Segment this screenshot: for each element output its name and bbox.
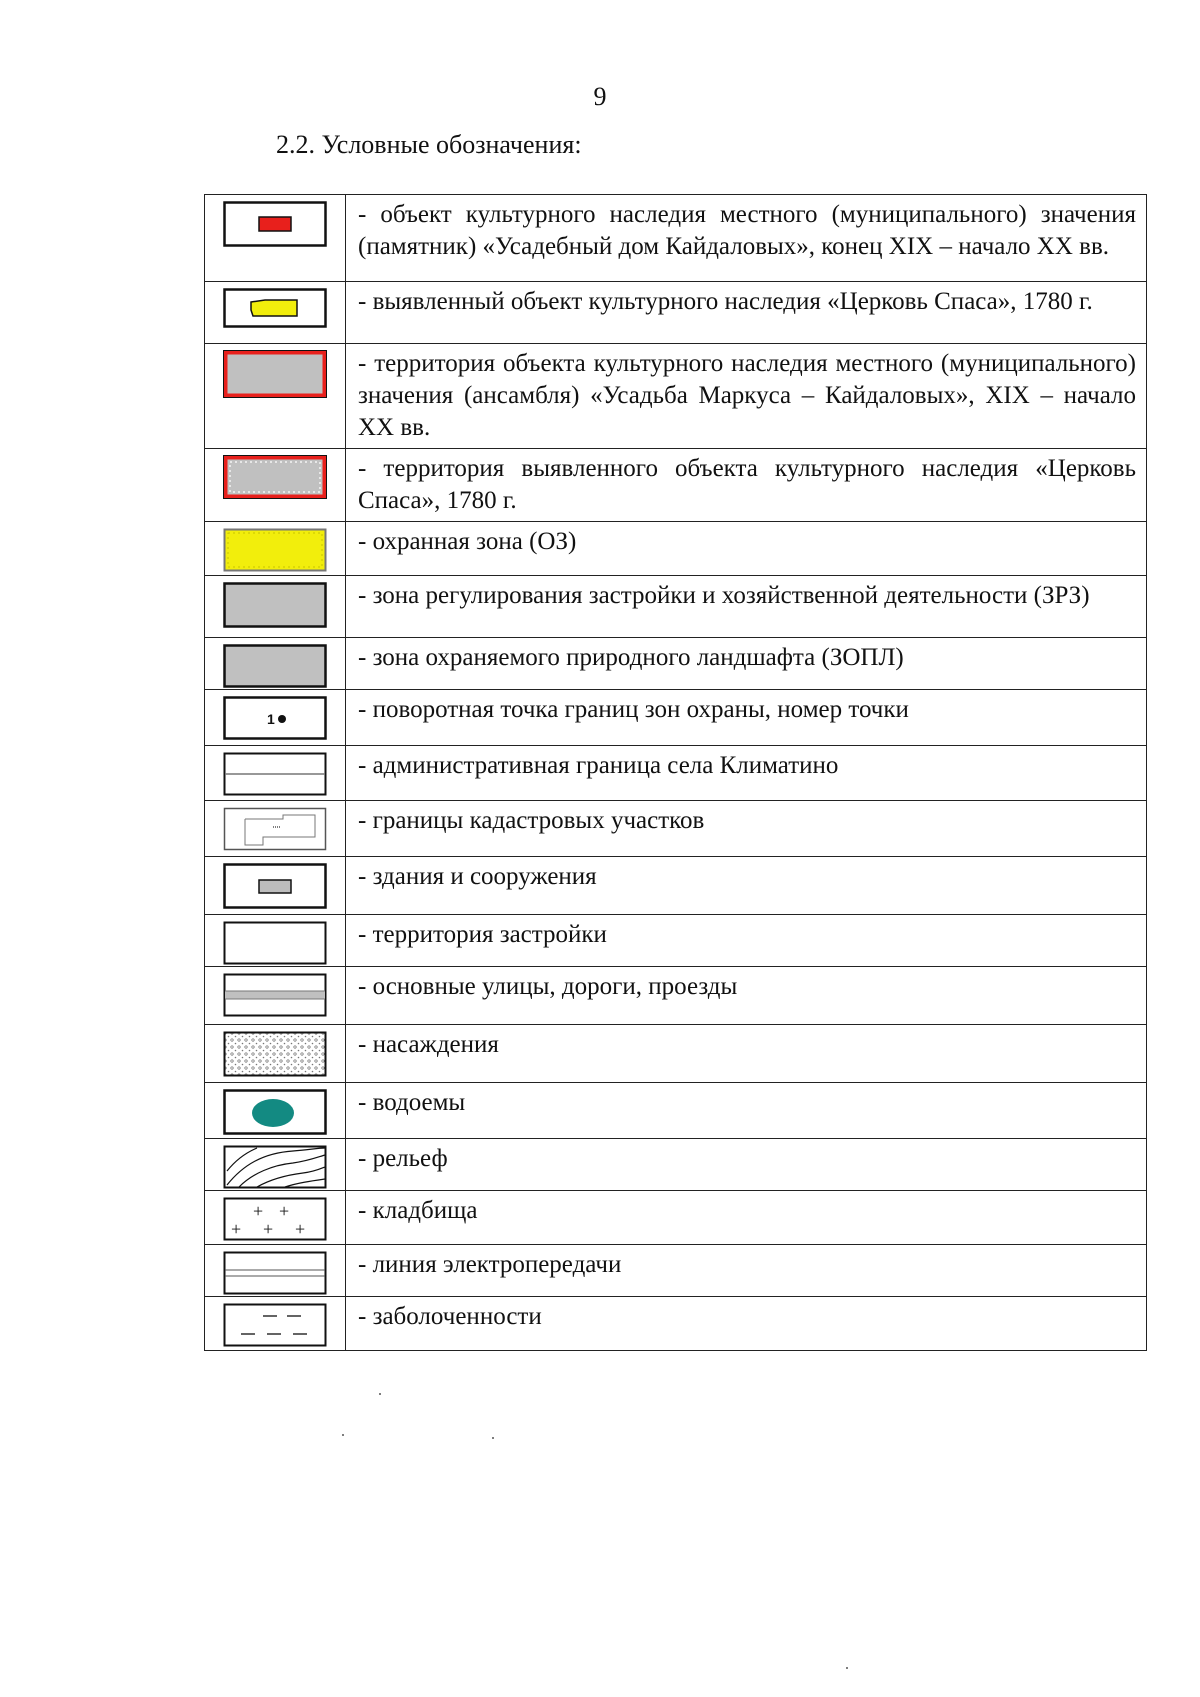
legend-description: - административная граница села Климатино <box>346 746 1147 801</box>
legend-symbol-cell <box>205 690 346 746</box>
protection-zone-icon <box>223 528 327 572</box>
legend-symbol-cell <box>205 1025 346 1083</box>
page-number: 9 <box>593 82 607 111</box>
legend-symbol-cell <box>205 1139 346 1191</box>
main-road-icon <box>223 973 327 1017</box>
legend-symbol-cell <box>205 638 346 690</box>
legend-row <box>205 195 1147 282</box>
legend-symbol-cell <box>205 857 346 915</box>
legend-description: - поворотная точка границ зон охраны, номер точки <box>346 690 1147 746</box>
legend-row <box>205 282 1147 344</box>
swamp-icon <box>223 1303 327 1347</box>
legend-row <box>205 449 1147 522</box>
legend-row <box>205 801 1147 857</box>
legend-description: - заболоченности <box>346 1297 1147 1351</box>
legend-row <box>205 1083 1147 1139</box>
legend-description: - территория выявленного объекта культурного наследия «Церковь Спаса», 1780 г. <box>346 449 1147 522</box>
cadastral-boundary-icon <box>223 807 327 851</box>
svg-text:+: + <box>295 1219 306 1239</box>
legend-row <box>205 1139 1147 1191</box>
legend-description: - границы кадастровых участков <box>346 801 1147 857</box>
scan-speck <box>846 1667 848 1669</box>
building-icon <box>223 863 327 909</box>
legend-row <box>205 576 1147 638</box>
legend-symbol-cell <box>205 344 346 449</box>
legend-symbol-cell <box>205 522 346 576</box>
legend-row <box>205 1191 1147 1245</box>
relief-icon <box>223 1145 327 1189</box>
svg-text:+: + <box>279 1201 290 1221</box>
legend-symbol-cell <box>205 449 346 522</box>
legend-description: - здания и сооружения <box>346 857 1147 915</box>
legend-row <box>205 1297 1147 1351</box>
legend-description: - кладбища <box>346 1191 1147 1245</box>
scan-speck <box>342 1434 344 1436</box>
legend-description: - территория объекта культурного наследия местного (муниципального) значения (ансамбля) «Усадьба Маркуса – Кайдаловых», XIX – начало XX вв. <box>346 344 1147 449</box>
power-line-icon <box>223 1251 327 1295</box>
water-body-icon <box>223 1089 327 1135</box>
legend-symbol-cell <box>205 801 346 857</box>
heritage-territory-local-icon <box>223 350 327 398</box>
legend-description: - зона регулирования застройки и хозяйственной деятельности (ЗРЗ) <box>346 576 1147 638</box>
legend-description: - территория застройки <box>346 915 1147 967</box>
legend-row <box>205 915 1147 967</box>
svg-text:+: + <box>231 1219 242 1239</box>
identified-heritage-territory-icon <box>223 455 327 499</box>
cemetery-icon <box>223 1197 327 1241</box>
legend-table <box>204 194 1147 1351</box>
legend-symbol-cell <box>205 915 346 967</box>
legend-description: - водоемы <box>346 1083 1147 1139</box>
scan-speck <box>492 1437 494 1439</box>
section-title: 2.2. Условные обозначения: <box>276 130 582 159</box>
svg-text:+: + <box>253 1201 264 1221</box>
identified-heritage-object-icon <box>223 288 327 328</box>
legend-row <box>205 522 1147 576</box>
legend-symbol-cell <box>205 576 346 638</box>
legend-symbol-cell <box>205 1297 346 1351</box>
building-regulation-zone-icon <box>223 582 327 628</box>
legend-row <box>205 857 1147 915</box>
legend-symbol-cell <box>205 967 346 1025</box>
svg-text:+: + <box>263 1219 274 1239</box>
built-up-territory-icon <box>223 921 327 965</box>
legend-symbol-cell <box>205 1083 346 1139</box>
legend-description: - охранная зона (ОЗ) <box>346 522 1147 576</box>
legend-description: - основные улицы, дороги, проезды <box>346 967 1147 1025</box>
legend-symbol-cell <box>205 282 346 344</box>
legend-row <box>205 344 1147 449</box>
legend-description: - выявленный объект культурного наследия «Церковь Спаса», 1780 г. <box>346 282 1147 344</box>
turning-point-number: 1 <box>267 711 275 727</box>
legend-symbol-cell <box>205 1191 346 1245</box>
legend-description: - рельеф <box>346 1139 1147 1191</box>
legend-description: - объект культурного наследия местного (муниципального) значения (памятник) «Усадебный дом Кайдаловых», конец XIX – начало XX вв. <box>346 195 1147 282</box>
turning-point-icon <box>223 696 327 740</box>
legend-symbol-cell <box>205 746 346 801</box>
legend-row <box>205 1025 1147 1083</box>
legend-row <box>205 690 1147 746</box>
administrative-boundary-icon <box>223 752 327 796</box>
cultural-heritage-local-monument-icon <box>223 201 327 247</box>
legend-row <box>205 746 1147 801</box>
legend-symbol-cell <box>205 1245 346 1297</box>
legend-row <box>205 638 1147 690</box>
scan-speck <box>379 1393 381 1395</box>
legend-description: - зона охраняемого природного ландшафта (ЗОПЛ) <box>346 638 1147 690</box>
legend-row <box>205 967 1147 1025</box>
legend-row <box>205 1245 1147 1297</box>
protected-landscape-zone-icon <box>223 644 327 688</box>
legend-description: - насаждения <box>346 1025 1147 1083</box>
legend-description: - линия электропередачи <box>346 1245 1147 1297</box>
legend-symbol-cell <box>205 195 346 282</box>
plantings-icon <box>223 1031 327 1077</box>
